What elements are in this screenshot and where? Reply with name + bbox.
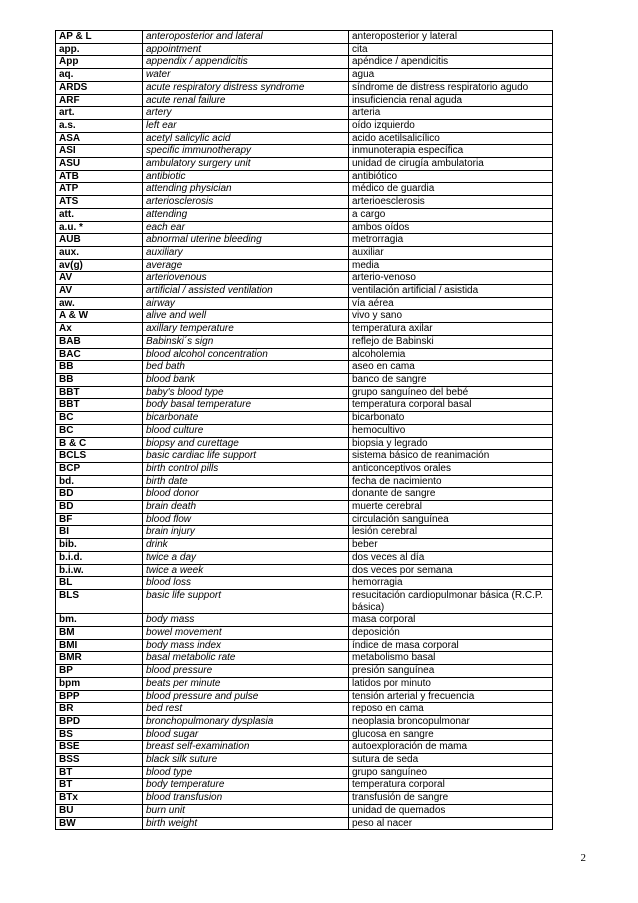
table-row	[56, 728, 553, 741]
table-row	[56, 779, 553, 792]
english-term-cell: ambulatory surgery unit	[143, 158, 349, 171]
english-term-cell: appointment	[143, 43, 349, 56]
table-row	[56, 526, 553, 539]
table-row	[56, 639, 553, 652]
table-row	[56, 170, 553, 183]
abbreviation-cell: AUB	[56, 234, 143, 247]
spanish-term-cell: neoplasia broncopulmonar	[349, 715, 553, 728]
english-term-cell: basic cardiac life support	[143, 450, 349, 463]
spanish-term-cell: grupo sanguíneo del bebé	[349, 386, 553, 399]
english-term-cell: bed rest	[143, 703, 349, 716]
abbreviation-cell: bd.	[56, 475, 143, 488]
english-term-cell: blood transfusion	[143, 792, 349, 805]
spanish-term-cell: presión sanguínea	[349, 665, 553, 678]
spanish-term-cell: muerte cerebral	[349, 501, 553, 514]
spanish-term-cell: unidad de cirugía ambulatoria	[349, 158, 553, 171]
table-row	[56, 792, 553, 805]
abbreviation-cell: BBT	[56, 399, 143, 412]
spanish-term-cell: agua	[349, 69, 553, 82]
english-term-cell: blood sugar	[143, 728, 349, 741]
english-term-cell: blood bank	[143, 373, 349, 386]
table-row	[56, 703, 553, 716]
english-term-cell: each ear	[143, 221, 349, 234]
table-row	[56, 69, 553, 82]
spanish-term-cell: fecha de nacimiento	[349, 475, 553, 488]
spanish-term-cell: grupo sanguíneo	[349, 766, 553, 779]
english-term-cell: left ear	[143, 119, 349, 132]
english-term-cell: blood loss	[143, 577, 349, 590]
spanish-term-cell: beber	[349, 539, 553, 552]
english-term-cell: blood pressure and pulse	[143, 690, 349, 703]
english-term-cell: basal metabolic rate	[143, 652, 349, 665]
table-row	[56, 614, 553, 627]
abbreviation-cell: BM	[56, 627, 143, 640]
spanish-term-cell: anticonceptivos orales	[349, 462, 553, 475]
spanish-term-cell: dos veces por semana	[349, 564, 553, 577]
table-row	[56, 43, 553, 56]
english-term-cell: birth date	[143, 475, 349, 488]
spanish-term-cell: oído izquierdo	[349, 119, 553, 132]
english-term-cell: body basal temperature	[143, 399, 349, 412]
spanish-term-cell: transfusión de sangre	[349, 792, 553, 805]
glossary-body	[56, 31, 553, 830]
table-row	[56, 817, 553, 830]
english-term-cell: baby's blood type	[143, 386, 349, 399]
table-row	[56, 373, 553, 386]
abbreviation-cell: aw.	[56, 297, 143, 310]
english-term-cell: airway	[143, 297, 349, 310]
spanish-term-cell: vía aérea	[349, 297, 553, 310]
spanish-term-cell: temperatura axilar	[349, 323, 553, 336]
table-row	[56, 323, 553, 336]
page-number: 2	[580, 852, 586, 864]
table-row	[56, 450, 553, 463]
abbreviation-cell: BBT	[56, 386, 143, 399]
english-term-cell: body mass index	[143, 639, 349, 652]
table-row	[56, 56, 553, 69]
table-row	[56, 335, 553, 348]
abbreviation-cell: BSE	[56, 741, 143, 754]
abbreviation-cell: AV	[56, 285, 143, 298]
abbreviation-cell: BC	[56, 424, 143, 437]
table-row	[56, 577, 553, 590]
english-term-cell: axillary temperature	[143, 323, 349, 336]
spanish-term-cell: reposo en cama	[349, 703, 553, 716]
table-row	[56, 715, 553, 728]
table-row	[56, 412, 553, 425]
abbreviation-cell: BR	[56, 703, 143, 716]
abbreviation-cell: BB	[56, 361, 143, 374]
table-row	[56, 424, 553, 437]
english-term-cell: basic life support	[143, 589, 349, 613]
spanish-term-cell: donante de sangre	[349, 488, 553, 501]
spanish-term-cell: resucitación cardiopulmonar básica (R.C.P. básica)	[349, 589, 553, 613]
table-row	[56, 361, 553, 374]
spanish-term-cell: circulación sanguínea	[349, 513, 553, 526]
english-term-cell: alive and well	[143, 310, 349, 323]
english-term-cell: appendix / appendicitis	[143, 56, 349, 69]
abbreviation-cell: BT	[56, 766, 143, 779]
english-term-cell: blood culture	[143, 424, 349, 437]
abbreviation-cell: BS	[56, 728, 143, 741]
table-row	[56, 462, 553, 475]
spanish-term-cell: hemocultivo	[349, 424, 553, 437]
table-row	[56, 501, 553, 514]
table-row	[56, 107, 553, 120]
english-term-cell: brain death	[143, 501, 349, 514]
table-row	[56, 677, 553, 690]
english-term-cell: twice a day	[143, 551, 349, 564]
table-row	[56, 234, 553, 247]
spanish-term-cell: síndrome de distress respiratorio agudo	[349, 81, 553, 94]
abbreviation-cell: BI	[56, 526, 143, 539]
abbreviation-cell: ASI	[56, 145, 143, 158]
table-row	[56, 348, 553, 361]
english-term-cell: acute respiratory distress syndrome	[143, 81, 349, 94]
english-term-cell: auxiliary	[143, 246, 349, 259]
english-term-cell: acute renal failure	[143, 94, 349, 107]
table-row	[56, 652, 553, 665]
abbreviation-cell: BP	[56, 665, 143, 678]
spanish-term-cell: apéndice / apendicitis	[349, 56, 553, 69]
table-row	[56, 208, 553, 221]
spanish-term-cell: banco de sangre	[349, 373, 553, 386]
spanish-term-cell: insuficiencia renal aguda	[349, 94, 553, 107]
abbreviation-cell: b.i.w.	[56, 564, 143, 577]
table-row	[56, 513, 553, 526]
spanish-term-cell: temperatura corporal	[349, 779, 553, 792]
abbreviation-cell: BSS	[56, 754, 143, 767]
spanish-term-cell: aseo en cama	[349, 361, 553, 374]
english-term-cell: artery	[143, 107, 349, 120]
table-row	[56, 31, 553, 44]
spanish-term-cell: media	[349, 259, 553, 272]
spanish-term-cell: sistema básico de reanimación	[349, 450, 553, 463]
spanish-term-cell: arterioesclerosis	[349, 196, 553, 209]
table-row	[56, 285, 553, 298]
abbreviation-cell: B & C	[56, 437, 143, 450]
table-row	[56, 690, 553, 703]
abbreviation-cell: BT	[56, 779, 143, 792]
spanish-term-cell: biopsia y legrado	[349, 437, 553, 450]
english-term-cell: arteriosclerosis	[143, 196, 349, 209]
table-row	[56, 665, 553, 678]
english-term-cell: body temperature	[143, 779, 349, 792]
spanish-term-cell: médico de guardia	[349, 183, 553, 196]
table-row	[56, 551, 553, 564]
spanish-term-cell: glucosa en sangre	[349, 728, 553, 741]
english-term-cell: blood alcohol concentration	[143, 348, 349, 361]
abbreviation-cell: BD	[56, 501, 143, 514]
spanish-term-cell: tensión arterial y frecuencia	[349, 690, 553, 703]
spanish-term-cell: reflejo de Babinski	[349, 335, 553, 348]
table-row	[56, 145, 553, 158]
english-term-cell: abnormal uterine bleeding	[143, 234, 349, 247]
abbreviation-cell: bpm	[56, 677, 143, 690]
abbreviation-cell: AV	[56, 272, 143, 285]
english-term-cell: bed bath	[143, 361, 349, 374]
spanish-term-cell: dos veces al día	[349, 551, 553, 564]
abbreviation-cell: BC	[56, 412, 143, 425]
english-term-cell: attending	[143, 208, 349, 221]
abbreviation-cell: BMR	[56, 652, 143, 665]
english-term-cell: average	[143, 259, 349, 272]
spanish-term-cell: metrorragia	[349, 234, 553, 247]
table-row	[56, 437, 553, 450]
abbreviation-cell: BAB	[56, 335, 143, 348]
spanish-term-cell: anteroposterior y lateral	[349, 31, 553, 44]
spanish-term-cell: ambos oídos	[349, 221, 553, 234]
spanish-term-cell: vivo y sano	[349, 310, 553, 323]
table-row	[56, 183, 553, 196]
english-term-cell: water	[143, 69, 349, 82]
abbreviation-cell: att.	[56, 208, 143, 221]
abbreviation-cell: BF	[56, 513, 143, 526]
table-row	[56, 272, 553, 285]
english-term-cell: beats per minute	[143, 677, 349, 690]
english-term-cell: bronchopulmonary dysplasia	[143, 715, 349, 728]
english-term-cell: biopsy and curettage	[143, 437, 349, 450]
table-row	[56, 221, 553, 234]
table-row	[56, 754, 553, 767]
spanish-term-cell: auxiliar	[349, 246, 553, 259]
abbreviation-cell: BPD	[56, 715, 143, 728]
english-term-cell: brain injury	[143, 526, 349, 539]
english-term-cell: drink	[143, 539, 349, 552]
spanish-term-cell: lesión cerebral	[349, 526, 553, 539]
spanish-term-cell: masa corporal	[349, 614, 553, 627]
spanish-term-cell: bicarbonato	[349, 412, 553, 425]
english-term-cell: anteroposterior and lateral	[143, 31, 349, 44]
abbreviation-cell: BB	[56, 373, 143, 386]
abbreviation-cell: app.	[56, 43, 143, 56]
table-row	[56, 475, 553, 488]
english-term-cell: acetyl salicylic acid	[143, 132, 349, 145]
english-term-cell: blood flow	[143, 513, 349, 526]
english-term-cell: specific immunotherapy	[143, 145, 349, 158]
english-term-cell: blood pressure	[143, 665, 349, 678]
abbreviation-cell: BMI	[56, 639, 143, 652]
abbreviation-cell: bib.	[56, 539, 143, 552]
table-row	[56, 386, 553, 399]
abbreviation-cell: AP & L	[56, 31, 143, 44]
abbreviation-cell: ATB	[56, 170, 143, 183]
abbreviation-cell: a.u. *	[56, 221, 143, 234]
table-row	[56, 399, 553, 412]
english-term-cell: artificial / assisted ventilation	[143, 285, 349, 298]
abbreviation-cell: ARDS	[56, 81, 143, 94]
spanish-term-cell: acido acetilsalicílico	[349, 132, 553, 145]
abbreviation-cell: aux.	[56, 246, 143, 259]
spanish-term-cell: cita	[349, 43, 553, 56]
abbreviation-cell: ASU	[56, 158, 143, 171]
spanish-term-cell: temperatura corporal basal	[349, 399, 553, 412]
abbreviation-cell: App	[56, 56, 143, 69]
table-row	[56, 741, 553, 754]
spanish-term-cell: alcoholemia	[349, 348, 553, 361]
spanish-term-cell: ventilación artificial / asistida	[349, 285, 553, 298]
english-term-cell: blood type	[143, 766, 349, 779]
glossary-table	[55, 30, 553, 830]
table-row	[56, 539, 553, 552]
english-term-cell: burn unit	[143, 804, 349, 817]
spanish-term-cell: sutura de seda	[349, 754, 553, 767]
abbreviation-cell: av(g)	[56, 259, 143, 272]
abbreviation-cell: aq.	[56, 69, 143, 82]
spanish-term-cell: antibiótico	[349, 170, 553, 183]
spanish-term-cell: arteria	[349, 107, 553, 120]
abbreviation-cell: art.	[56, 107, 143, 120]
abbreviation-cell: BPP	[56, 690, 143, 703]
abbreviation-cell: BU	[56, 804, 143, 817]
english-term-cell: arteriovenous	[143, 272, 349, 285]
abbreviation-cell: BCLS	[56, 450, 143, 463]
abbreviation-cell: ASA	[56, 132, 143, 145]
abbreviation-cell: BTx	[56, 792, 143, 805]
abbreviation-cell: BCP	[56, 462, 143, 475]
spanish-term-cell: autoexploración de mama	[349, 741, 553, 754]
table-row	[56, 804, 553, 817]
abbreviation-cell: A & W	[56, 310, 143, 323]
spanish-term-cell: hemorragia	[349, 577, 553, 590]
table-row	[56, 132, 553, 145]
table-row	[56, 196, 553, 209]
english-term-cell: body mass	[143, 614, 349, 627]
spanish-term-cell: peso al nacer	[349, 817, 553, 830]
abbreviation-cell: ATP	[56, 183, 143, 196]
english-term-cell: blood donor	[143, 488, 349, 501]
table-row	[56, 488, 553, 501]
table-row	[56, 259, 553, 272]
spanish-term-cell: deposición	[349, 627, 553, 640]
table-row	[56, 246, 553, 259]
english-term-cell: breast self-examination	[143, 741, 349, 754]
abbreviation-cell: ATS	[56, 196, 143, 209]
abbreviation-cell: b.i.d.	[56, 551, 143, 564]
abbreviation-cell: Ax	[56, 323, 143, 336]
table-row	[56, 81, 553, 94]
english-term-cell: bicarbonate	[143, 412, 349, 425]
table-row	[56, 564, 553, 577]
english-term-cell: attending physician	[143, 183, 349, 196]
abbreviation-cell: a.s.	[56, 119, 143, 132]
spanish-term-cell: arterio-venoso	[349, 272, 553, 285]
table-row	[56, 119, 553, 132]
abbreviation-cell: BD	[56, 488, 143, 501]
table-row	[56, 310, 553, 323]
english-term-cell: twice a week	[143, 564, 349, 577]
english-term-cell: black silk suture	[143, 754, 349, 767]
abbreviation-cell: ARF	[56, 94, 143, 107]
abbreviation-cell: BLS	[56, 589, 143, 613]
table-row	[56, 766, 553, 779]
abbreviation-cell: BAC	[56, 348, 143, 361]
spanish-term-cell: índice de masa corporal	[349, 639, 553, 652]
abbreviation-cell: BL	[56, 577, 143, 590]
english-term-cell: birth control pills	[143, 462, 349, 475]
spanish-term-cell: metabolismo basal	[349, 652, 553, 665]
table-row	[56, 297, 553, 310]
table-row	[56, 589, 553, 613]
abbreviation-cell: bm.	[56, 614, 143, 627]
table-row	[56, 627, 553, 640]
english-term-cell: antibiotic	[143, 170, 349, 183]
english-term-cell: Babinski´s sign	[143, 335, 349, 348]
spanish-term-cell: latidos por minuto	[349, 677, 553, 690]
table-row	[56, 94, 553, 107]
abbreviation-cell: BW	[56, 817, 143, 830]
english-term-cell: birth weight	[143, 817, 349, 830]
spanish-term-cell: a cargo	[349, 208, 553, 221]
table-row	[56, 158, 553, 171]
spanish-term-cell: inmunoterapia específica	[349, 145, 553, 158]
english-term-cell: bowel movement	[143, 627, 349, 640]
spanish-term-cell: unidad de quemados	[349, 804, 553, 817]
